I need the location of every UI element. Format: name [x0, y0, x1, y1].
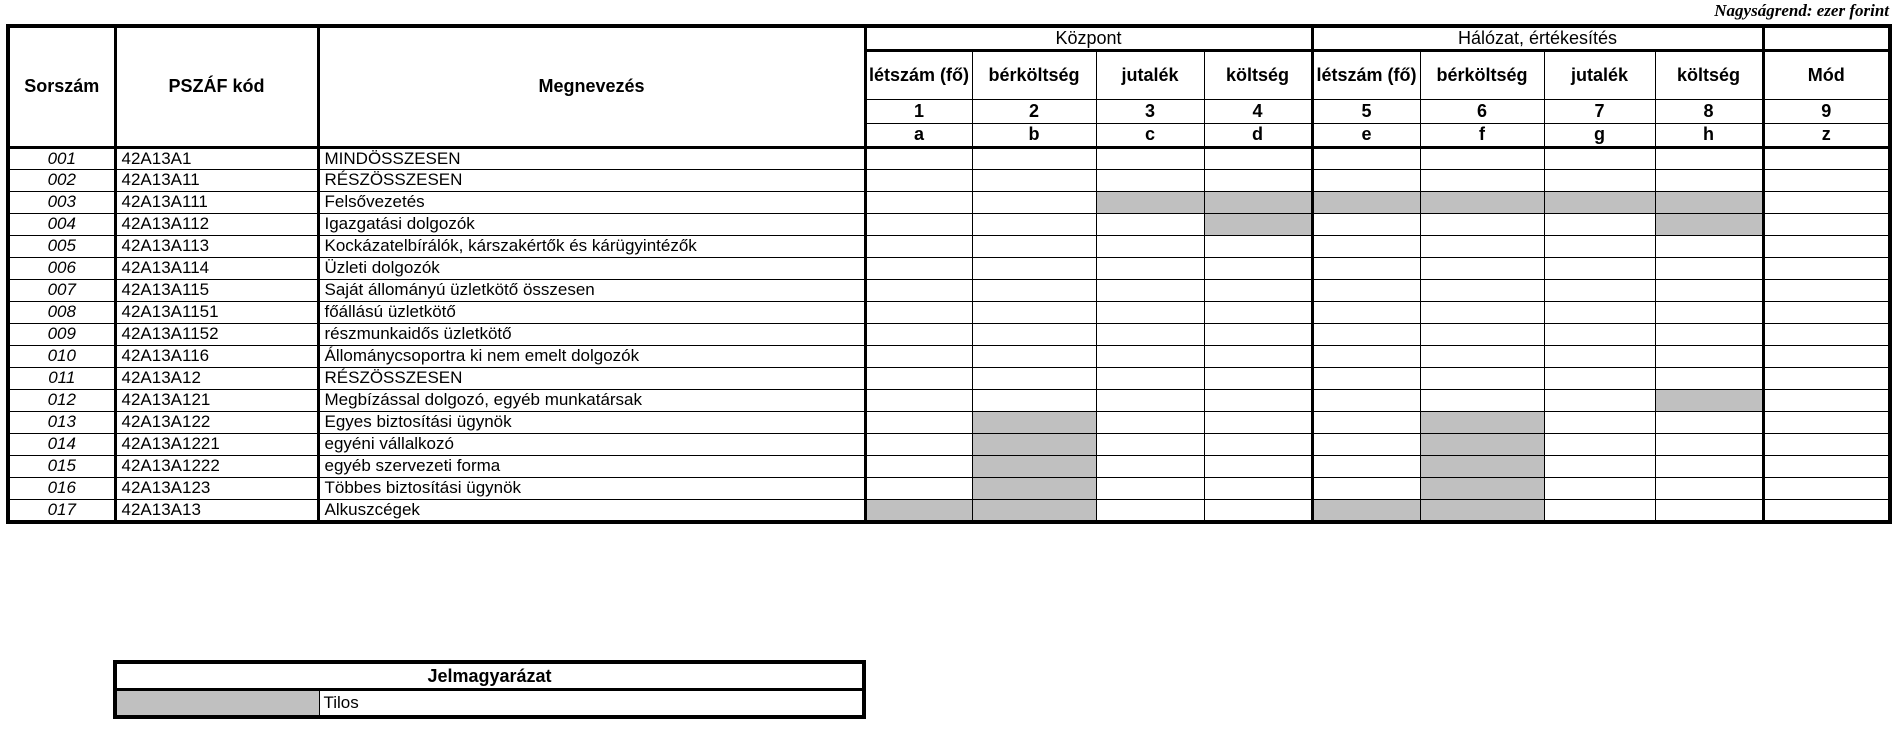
value-cell-8[interactable] — [1655, 455, 1763, 477]
unit-note: Nagyságrend: ezer forint — [1714, 1, 1889, 20]
row-name: MINDÖSSZESEN — [318, 147, 865, 169]
value-cell-4[interactable] — [1204, 345, 1312, 367]
column-header-4: költség — [1204, 50, 1312, 99]
value-cell-5[interactable] — [1312, 169, 1420, 191]
value-cell-9[interactable] — [1763, 455, 1890, 477]
value-cell-8[interactable] — [1655, 235, 1763, 257]
value-cell-7[interactable] — [1544, 477, 1655, 499]
value-cell-4[interactable] — [1204, 411, 1312, 433]
value-cell-8 — [1655, 191, 1763, 213]
value-cell-7[interactable] — [1544, 455, 1655, 477]
value-cell-4 — [1204, 213, 1312, 235]
value-cell-9[interactable] — [1763, 279, 1890, 301]
row-code: 42A13A115 — [115, 279, 318, 301]
table-row — [8, 345, 1890, 367]
row-number: 009 — [8, 323, 115, 345]
column-number-2: 2 — [972, 99, 1096, 123]
value-cell-5[interactable] — [1312, 455, 1420, 477]
value-cell-6 — [1420, 433, 1544, 455]
value-cell-7[interactable] — [1544, 411, 1655, 433]
value-cell-2[interactable] — [972, 257, 1096, 279]
value-cell-5[interactable] — [1312, 301, 1420, 323]
header-pszaf: PSZÁF kód — [115, 26, 318, 147]
row-code: 42A13A1 — [115, 147, 318, 169]
row-number: 013 — [8, 411, 115, 433]
column-header-6: bérköltség — [1420, 50, 1544, 99]
row-name: Saját állományú üzletkötő összesen — [318, 279, 865, 301]
value-cell-7[interactable] — [1544, 301, 1655, 323]
value-cell-6[interactable] — [1420, 235, 1544, 257]
value-cell-2 — [972, 433, 1096, 455]
value-cell-2[interactable] — [972, 191, 1096, 213]
column-letter-1: a — [865, 123, 972, 147]
value-cell-1[interactable] — [865, 367, 972, 389]
value-cell-9[interactable] — [1763, 257, 1890, 279]
value-cell-2[interactable] — [972, 235, 1096, 257]
column-number-9: 9 — [1763, 99, 1890, 123]
column-header-2: bérköltség — [972, 50, 1096, 99]
row-code: 42A13A114 — [115, 257, 318, 279]
value-cell-1[interactable] — [865, 345, 972, 367]
value-cell-5[interactable] — [1312, 147, 1420, 169]
column-number-6: 6 — [1420, 99, 1544, 123]
value-cell-7 — [1544, 191, 1655, 213]
row-code: 42A13A1221 — [115, 433, 318, 455]
value-cell-3[interactable] — [1096, 235, 1204, 257]
column-letter-4: d — [1204, 123, 1312, 147]
column-letter-3: c — [1096, 123, 1204, 147]
table-row — [8, 477, 1890, 499]
value-cell-2 — [972, 455, 1096, 477]
row-code: 42A13A12 — [115, 367, 318, 389]
value-cell-6[interactable] — [1420, 257, 1544, 279]
value-cell-5 — [1312, 499, 1420, 522]
table-row — [8, 411, 1890, 433]
row-code: 42A13A112 — [115, 213, 318, 235]
value-cell-9[interactable] — [1763, 389, 1890, 411]
value-cell-8[interactable] — [1655, 499, 1763, 522]
row-name: Felsővezetés — [318, 191, 865, 213]
value-cell-4[interactable] — [1204, 367, 1312, 389]
value-cell-8[interactable] — [1655, 433, 1763, 455]
table-row — [8, 191, 1890, 213]
value-cell-1[interactable] — [865, 257, 972, 279]
value-cell-5[interactable] — [1312, 477, 1420, 499]
value-cell-4[interactable] — [1204, 147, 1312, 169]
value-cell-2[interactable] — [972, 301, 1096, 323]
legend-label: Tilos — [319, 690, 864, 718]
value-cell-2 — [972, 477, 1096, 499]
row-name: Igazgatási dolgozók — [318, 213, 865, 235]
row-name: részmunkaidős üzletkötő — [318, 323, 865, 345]
value-cell-7[interactable] — [1544, 433, 1655, 455]
value-cell-9[interactable] — [1763, 169, 1890, 191]
value-cell-8[interactable] — [1655, 169, 1763, 191]
row-number: 003 — [8, 191, 115, 213]
row-name: Kockázatelbírálók, kárszakértők és kárügyintézők — [318, 235, 865, 257]
column-number-1: 1 — [865, 99, 972, 123]
value-cell-4 — [1204, 191, 1312, 213]
value-cell-8[interactable] — [1655, 257, 1763, 279]
row-code: 42A13A1152 — [115, 323, 318, 345]
value-cell-5[interactable] — [1312, 367, 1420, 389]
column-header-8: költség — [1655, 50, 1763, 99]
row-name: Üzleti dolgozók — [318, 257, 865, 279]
legend-swatch-gray — [115, 690, 319, 718]
value-cell-4[interactable] — [1204, 433, 1312, 455]
value-cell-6 — [1420, 455, 1544, 477]
value-cell-7[interactable] — [1544, 345, 1655, 367]
value-cell-8 — [1655, 389, 1763, 411]
value-cell-3[interactable] — [1096, 367, 1204, 389]
value-cell-1[interactable] — [865, 455, 972, 477]
value-cell-2 — [972, 411, 1096, 433]
value-cell-1[interactable] — [865, 147, 972, 169]
table-row — [8, 301, 1890, 323]
row-code: 42A13A1222 — [115, 455, 318, 477]
row-number: 015 — [8, 455, 115, 477]
table-row — [8, 323, 1890, 345]
value-cell-7[interactable] — [1544, 213, 1655, 235]
value-cell-9[interactable] — [1763, 345, 1890, 367]
value-cell-9[interactable] — [1763, 235, 1890, 257]
column-number-3: 3 — [1096, 99, 1204, 123]
column-number-8: 8 — [1655, 99, 1763, 123]
row-number: 012 — [8, 389, 115, 411]
column-header-5: létszám (fő) — [1312, 50, 1420, 99]
value-cell-8[interactable] — [1655, 147, 1763, 169]
value-cell-4[interactable] — [1204, 279, 1312, 301]
value-cell-6[interactable] — [1420, 345, 1544, 367]
header-megnevezes: Megnevezés — [318, 26, 865, 147]
row-code: 42A13A113 — [115, 235, 318, 257]
value-cell-5[interactable] — [1312, 389, 1420, 411]
column-header-7: jutalék — [1544, 50, 1655, 99]
value-cell-9[interactable] — [1763, 147, 1890, 169]
value-cell-6[interactable] — [1420, 147, 1544, 169]
column-letter-8: h — [1655, 123, 1763, 147]
row-code: 42A13A123 — [115, 477, 318, 499]
value-cell-7[interactable] — [1544, 499, 1655, 522]
value-cell-1[interactable] — [865, 213, 972, 235]
value-cell-9[interactable] — [1763, 477, 1890, 499]
value-cell-3[interactable] — [1096, 345, 1204, 367]
value-cell-3[interactable] — [1096, 279, 1204, 301]
value-cell-4[interactable] — [1204, 477, 1312, 499]
value-cell-5[interactable] — [1312, 323, 1420, 345]
table-row — [8, 235, 1890, 257]
value-cell-2[interactable] — [972, 345, 1096, 367]
table-row — [8, 257, 1890, 279]
row-number: 002 — [8, 169, 115, 191]
value-cell-4[interactable] — [1204, 169, 1312, 191]
column-header-9: Mód — [1763, 50, 1890, 99]
value-cell-5[interactable] — [1312, 235, 1420, 257]
row-number: 005 — [8, 235, 115, 257]
value-cell-6 — [1420, 499, 1544, 522]
value-cell-4[interactable] — [1204, 301, 1312, 323]
value-cell-2[interactable] — [972, 213, 1096, 235]
column-letter-6: f — [1420, 123, 1544, 147]
row-code: 42A13A116 — [115, 345, 318, 367]
value-cell-9[interactable] — [1763, 433, 1890, 455]
value-cell-9[interactable] — [1763, 499, 1890, 522]
value-cell-1[interactable] — [865, 323, 972, 345]
header-sorszam: Sorszám — [8, 26, 115, 147]
value-cell-7[interactable] — [1544, 389, 1655, 411]
value-cell-5[interactable] — [1312, 213, 1420, 235]
value-cell-5[interactable] — [1312, 433, 1420, 455]
value-cell-6[interactable] — [1420, 169, 1544, 191]
header-group-kozpont: Központ — [865, 26, 1312, 50]
table-row — [8, 389, 1890, 411]
row-number: 017 — [8, 499, 115, 522]
row-name: RÉSZÖSSZESEN — [318, 367, 865, 389]
row-number: 008 — [8, 301, 115, 323]
value-cell-3[interactable] — [1096, 389, 1204, 411]
value-cell-6[interactable] — [1420, 213, 1544, 235]
column-letter-5: e — [1312, 123, 1420, 147]
value-cell-4[interactable] — [1204, 455, 1312, 477]
row-number: 016 — [8, 477, 115, 499]
value-cell-5[interactable] — [1312, 411, 1420, 433]
value-cell-9[interactable] — [1763, 367, 1890, 389]
value-cell-8 — [1655, 213, 1763, 235]
value-cell-3[interactable] — [1096, 499, 1204, 522]
value-cell-6[interactable] — [1420, 323, 1544, 345]
column-letter-9: z — [1763, 123, 1890, 147]
row-number: 006 — [8, 257, 115, 279]
value-cell-9[interactable] — [1763, 411, 1890, 433]
value-cell-5[interactable] — [1312, 345, 1420, 367]
value-cell-8[interactable] — [1655, 367, 1763, 389]
value-cell-6[interactable] — [1420, 389, 1544, 411]
row-number: 010 — [8, 345, 115, 367]
value-cell-2[interactable] — [972, 367, 1096, 389]
value-cell-3[interactable] — [1096, 301, 1204, 323]
value-cell-9[interactable] — [1763, 191, 1890, 213]
value-cell-1[interactable] — [865, 477, 972, 499]
table-row — [8, 455, 1890, 477]
row-code: 42A13A121 — [115, 389, 318, 411]
row-number: 007 — [8, 279, 115, 301]
value-cell-5[interactable] — [1312, 279, 1420, 301]
row-code: 42A13A1151 — [115, 301, 318, 323]
row-name: egyéb szervezeti forma — [318, 455, 865, 477]
value-cell-8[interactable] — [1655, 345, 1763, 367]
value-cell-2 — [972, 499, 1096, 522]
value-cell-4[interactable] — [1204, 257, 1312, 279]
row-code: 42A13A111 — [115, 191, 318, 213]
column-header-1: létszám (fő) — [865, 50, 972, 99]
value-cell-7[interactable] — [1544, 279, 1655, 301]
value-cell-8[interactable] — [1655, 301, 1763, 323]
data-table — [6, 24, 1892, 524]
row-number: 001 — [8, 147, 115, 169]
row-name: főállású üzletkötő — [318, 301, 865, 323]
value-cell-6[interactable] — [1420, 279, 1544, 301]
value-cell-3 — [1096, 191, 1204, 213]
value-cell-3[interactable] — [1096, 147, 1204, 169]
value-cell-2[interactable] — [972, 147, 1096, 169]
value-cell-7[interactable] — [1544, 147, 1655, 169]
column-number-5: 5 — [1312, 99, 1420, 123]
value-cell-6[interactable] — [1420, 301, 1544, 323]
value-cell-1[interactable] — [865, 389, 972, 411]
value-cell-1[interactable] — [865, 279, 972, 301]
row-name: Állománycsoportra ki nem emelt dolgozók — [318, 345, 865, 367]
value-cell-1[interactable] — [865, 191, 972, 213]
value-cell-3[interactable] — [1096, 411, 1204, 433]
row-code: 42A13A11 — [115, 169, 318, 191]
table-row — [8, 433, 1890, 455]
column-number-7: 7 — [1544, 99, 1655, 123]
table-row — [8, 169, 1890, 191]
value-cell-4[interactable] — [1204, 389, 1312, 411]
column-header-3: jutalék — [1096, 50, 1204, 99]
value-cell-4[interactable] — [1204, 499, 1312, 522]
value-cell-3[interactable] — [1096, 169, 1204, 191]
table-row — [8, 499, 1890, 522]
value-cell-2[interactable] — [972, 279, 1096, 301]
row-code: 42A13A122 — [115, 411, 318, 433]
table-row — [8, 213, 1890, 235]
value-cell-3[interactable] — [1096, 323, 1204, 345]
value-cell-2[interactable] — [972, 323, 1096, 345]
value-cell-6 — [1420, 191, 1544, 213]
value-cell-1[interactable] — [865, 411, 972, 433]
value-cell-3[interactable] — [1096, 477, 1204, 499]
value-cell-1 — [865, 499, 972, 522]
header-group-halozat: Hálózat, értékesítés — [1312, 26, 1763, 50]
row-name: Egyes biztosítási ügynök — [318, 411, 865, 433]
value-cell-5[interactable] — [1312, 257, 1420, 279]
row-name: Alkuszcégek — [318, 499, 865, 522]
row-name: Megbízással dolgozó, egyéb munkatársak — [318, 389, 865, 411]
value-cell-7[interactable] — [1544, 323, 1655, 345]
table-row — [8, 279, 1890, 301]
value-cell-2[interactable] — [972, 169, 1096, 191]
value-cell-3[interactable] — [1096, 257, 1204, 279]
table-row — [8, 367, 1890, 389]
value-cell-1[interactable] — [865, 301, 972, 323]
row-name: Többes biztosítási ügynök — [318, 477, 865, 499]
value-cell-9[interactable] — [1763, 301, 1890, 323]
value-cell-8[interactable] — [1655, 477, 1763, 499]
value-cell-1[interactable] — [865, 433, 972, 455]
value-cell-3[interactable] — [1096, 455, 1204, 477]
value-cell-1[interactable] — [865, 169, 972, 191]
value-cell-8[interactable] — [1655, 279, 1763, 301]
value-cell-5 — [1312, 191, 1420, 213]
legend-title: Jelmagyarázat — [115, 662, 864, 690]
column-number-4: 4 — [1204, 99, 1312, 123]
value-cell-8[interactable] — [1655, 323, 1763, 345]
row-number: 014 — [8, 433, 115, 455]
value-cell-3[interactable] — [1096, 433, 1204, 455]
value-cell-4[interactable] — [1204, 235, 1312, 257]
value-cell-9[interactable] — [1763, 323, 1890, 345]
column-letter-7: g — [1544, 123, 1655, 147]
value-cell-6 — [1420, 411, 1544, 433]
value-cell-6 — [1420, 477, 1544, 499]
value-cell-1[interactable] — [865, 235, 972, 257]
value-cell-9[interactable] — [1763, 213, 1890, 235]
row-number: 011 — [8, 367, 115, 389]
value-cell-8[interactable] — [1655, 411, 1763, 433]
table-row — [8, 147, 1890, 169]
value-cell-3[interactable] — [1096, 213, 1204, 235]
legend — [113, 660, 866, 719]
value-cell-7[interactable] — [1544, 367, 1655, 389]
row-number: 004 — [8, 213, 115, 235]
value-cell-7[interactable] — [1544, 235, 1655, 257]
value-cell-7[interactable] — [1544, 257, 1655, 279]
row-name: egyéni vállalkozó — [318, 433, 865, 455]
value-cell-6[interactable] — [1420, 367, 1544, 389]
row-name: RÉSZÖSSZESEN — [318, 169, 865, 191]
row-code: 42A13A13 — [115, 499, 318, 522]
value-cell-7[interactable] — [1544, 169, 1655, 191]
header-group-empty — [1763, 26, 1890, 50]
column-letter-2: b — [972, 123, 1096, 147]
value-cell-2[interactable] — [972, 389, 1096, 411]
value-cell-4[interactable] — [1204, 323, 1312, 345]
